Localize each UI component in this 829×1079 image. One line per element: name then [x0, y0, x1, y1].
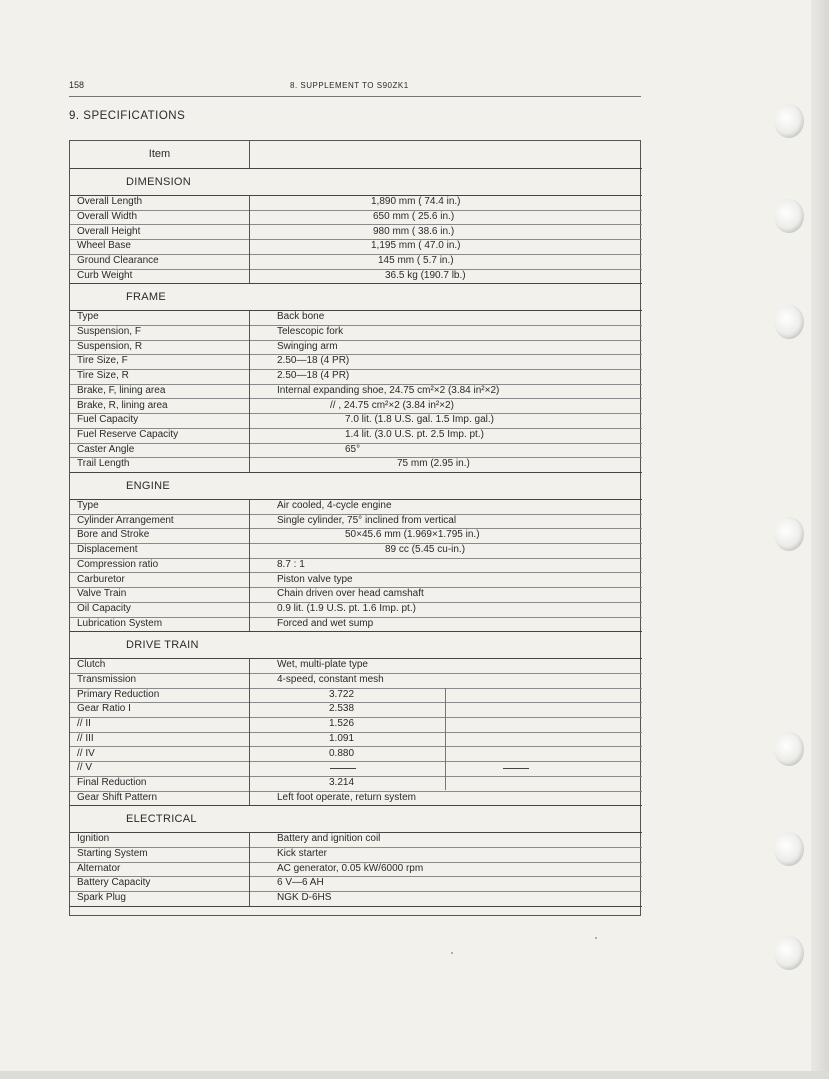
table-row — [70, 443, 642, 458]
spec-name: Type — [77, 311, 99, 323]
spec-name: Transmission — [77, 674, 137, 686]
spec-name: Ignition — [77, 833, 110, 845]
table-row — [70, 717, 642, 732]
table-row — [70, 514, 642, 529]
spec-name: // III — [77, 732, 94, 744]
spec-value: Wet, multi-plate type — [277, 659, 368, 671]
spec-name: Compression ratio — [77, 558, 159, 570]
section-header — [70, 283, 320, 310]
spec-name: Type — [77, 500, 99, 512]
table-row — [70, 499, 642, 514]
spec-name: Brake, F, lining area — [77, 384, 166, 396]
section-header — [70, 472, 320, 499]
table-row — [70, 543, 642, 558]
table-row — [70, 528, 642, 543]
item-column-header: Item — [148, 148, 171, 160]
binder-hole — [774, 517, 804, 551]
spec-name: Lubrication System — [77, 617, 163, 629]
spec-name: Spark Plug — [77, 892, 126, 904]
spec-value: 0.9 lit. (1.9 U.S. pt. 1.6 Imp. pt.) — [277, 602, 416, 614]
spec-name: Wheel Base — [77, 240, 131, 252]
final-reduction-divider — [445, 776, 446, 791]
column-divider — [249, 499, 250, 631]
table-row — [70, 269, 642, 284]
spec-value: 1.091 — [329, 732, 355, 744]
table-row — [70, 746, 642, 761]
table-row — [70, 558, 642, 573]
section-title-label: ELECTRICAL — [126, 813, 197, 826]
spec-name: Gear Ratio I — [77, 703, 131, 715]
table-row — [70, 891, 642, 906]
table-row — [70, 832, 642, 847]
spec-name: // II — [77, 718, 91, 730]
table-row — [70, 210, 642, 225]
table-row — [70, 617, 642, 632]
spec-name: Overall Width — [77, 210, 138, 222]
column-divider — [249, 832, 250, 906]
spec-name: Alternator — [77, 862, 121, 874]
section-header — [70, 168, 320, 195]
table-row — [70, 673, 642, 688]
binder-hole — [774, 104, 804, 138]
spec-value: Left foot operate, return system — [277, 791, 416, 803]
section-header — [70, 805, 320, 832]
table-row — [70, 340, 642, 355]
spec-value: 650 mm ( 25.6 in.) — [373, 210, 455, 222]
spec-name: Carburetor — [77, 573, 125, 585]
running-header: 8. SUPPLEMENT TO S90ZK1 — [290, 81, 409, 90]
table-row — [70, 572, 642, 587]
spec-value: Telescopic fork — [277, 326, 344, 338]
page-number: 158 — [69, 80, 85, 90]
section-title-label: FRAME — [126, 291, 166, 304]
spec-name: Overall Height — [77, 225, 141, 237]
spec-value: NGK D-6HS — [277, 892, 332, 904]
spec-name: Suspension, F — [77, 326, 141, 338]
gear-v-dash — [330, 768, 356, 769]
scan-speck — [451, 952, 453, 954]
table-row — [70, 195, 642, 210]
spec-name: Overall Length — [77, 196, 143, 208]
table-row — [70, 325, 642, 340]
spec-value: 980 mm ( 38.6 in.) — [373, 225, 455, 237]
spec-value: Swinging arm — [277, 340, 338, 352]
spec-value: 1.4 lit. (3.0 U.S. pt. 2.5 Imp. pt.) — [345, 428, 484, 440]
table-row — [70, 702, 642, 717]
spec-name: Final Reduction — [77, 776, 147, 788]
spec-value: 2.538 — [329, 703, 355, 715]
table-row — [70, 254, 642, 269]
spec-value: Internal expanding shoe, 24.75 cm²×2 (3.84 in²×2) — [277, 384, 500, 396]
binder-hole — [774, 936, 804, 970]
binder-hole — [774, 199, 804, 233]
spec-name: Oil Capacity — [77, 602, 131, 614]
spec-value: 1,195 mm ( 47.0 in.) — [371, 240, 461, 252]
table-row — [70, 457, 642, 472]
spec-name: Tire Size, F — [77, 355, 128, 367]
spec-value: 4-speed, constant mesh — [277, 674, 384, 686]
spec-name: Starting System — [77, 848, 148, 860]
spec-value: 2.50—18 (4 PR) — [277, 355, 350, 367]
spec-name: Clutch — [77, 659, 106, 671]
table-row — [70, 862, 642, 877]
gear-ratio-divider — [445, 688, 446, 776]
spec-value: 0.880 — [329, 747, 355, 759]
table-row — [70, 384, 642, 399]
spec-value: Chain driven over head camshaft — [277, 588, 424, 600]
column-divider — [249, 310, 250, 472]
spec-value: Single cylinder, 75° inclined from vertical — [277, 514, 457, 526]
spec-value: 3.722 — [329, 688, 355, 700]
spec-name: Brake, R, lining area — [77, 399, 168, 411]
table-row — [70, 761, 642, 776]
scan-speck — [595, 937, 597, 939]
spec-value: 2.50—18 (4 PR) — [277, 370, 350, 382]
table-row — [70, 587, 642, 602]
spec-value: 1.526 — [329, 718, 355, 730]
spec-name: // V — [77, 762, 93, 774]
binder-hole — [774, 305, 804, 339]
table-row — [70, 658, 642, 673]
spec-name: Valve Train — [77, 588, 127, 600]
section-title-label: DIMENSION — [126, 176, 192, 188]
spec-value: 6 V—6 AH — [277, 877, 324, 889]
specifications-table — [69, 140, 641, 916]
table-row — [70, 354, 642, 369]
table-row — [70, 369, 642, 384]
spec-name: Gear Shift Pattern — [77, 791, 158, 803]
spec-value: Battery and ignition coil — [277, 833, 381, 845]
spec-value: 36.5 kg (190.7 lb.) — [385, 269, 466, 281]
item-header-divider — [249, 141, 250, 168]
spec-value: 1,890 mm ( 74.4 in.) — [371, 196, 461, 208]
spec-value: Forced and wet sump — [277, 617, 374, 629]
spec-name: Cylinder Arrangement — [77, 514, 174, 526]
spec-name: Tire Size, R — [77, 370, 129, 382]
spec-value: Kick starter — [277, 848, 328, 860]
table-row — [70, 602, 642, 617]
binder-hole — [774, 832, 804, 866]
spec-name: Displacement — [77, 544, 138, 556]
section-title-label: DRIVE TRAIN — [126, 639, 199, 652]
binder-hole — [774, 732, 804, 766]
table-row — [70, 688, 642, 703]
page-bottom-edge — [0, 1071, 829, 1079]
section-title: 9. SPECIFICATIONS — [69, 110, 186, 122]
spec-name: Suspension, R — [77, 340, 143, 352]
section-title-label: ENGINE — [126, 479, 170, 492]
spec-name: Ground Clearance — [77, 254, 159, 266]
column-divider — [249, 195, 250, 283]
table-row — [70, 413, 642, 428]
table-row — [70, 732, 642, 747]
spec-name: Battery Capacity — [77, 877, 151, 889]
spec-name: // IV — [77, 747, 95, 759]
table-row — [70, 239, 642, 254]
spec-name: Curb Weight — [77, 269, 133, 281]
spec-name: Fuel Capacity — [77, 414, 139, 426]
spec-name: Trail Length — [77, 458, 130, 470]
table-row — [70, 310, 642, 325]
spec-value: Piston valve type — [277, 573, 353, 585]
gear-v-dash-right — [503, 768, 529, 769]
section-end-rule — [70, 906, 642, 907]
spec-value: 8.7 : 1 — [277, 558, 305, 570]
table-row — [70, 791, 642, 806]
spec-value: AC generator, 0.05 kW/6000 rpm — [277, 862, 424, 874]
spec-value: 89 cc (5.45 cu-in.) — [385, 544, 466, 556]
section-header — [70, 631, 320, 658]
table-row — [70, 224, 642, 239]
spec-name: Caster Angle — [77, 443, 135, 455]
spec-value: 7.0 lit. (1.8 U.S. gal. 1.5 Imp. gal.) — [345, 414, 494, 426]
spec-name: Primary Reduction — [77, 688, 160, 700]
spec-name: Fuel Reserve Capacity — [77, 428, 179, 440]
spec-value: // , 24.75 cm²×2 (3.84 in²×2) — [330, 399, 454, 411]
spec-value: 145 mm ( 5.7 in.) — [378, 254, 454, 266]
header-rule — [69, 96, 641, 97]
table-row — [70, 776, 642, 791]
spec-value: 3.214 — [329, 776, 355, 788]
table-row — [70, 876, 642, 891]
table-row — [70, 428, 642, 443]
spec-name: Bore and Stroke — [77, 529, 150, 541]
spec-value: Back bone — [277, 311, 325, 323]
spec-value: 75 mm (2.95 in.) — [397, 458, 470, 470]
table-row — [70, 398, 642, 413]
spec-value: 65° — [345, 443, 361, 455]
page-edge-shadow — [811, 0, 829, 1079]
column-divider — [249, 658, 250, 805]
spec-value: 50×45.6 mm (1.969×1.795 in.) — [345, 529, 480, 541]
spec-value: Air cooled, 4-cycle engine — [277, 500, 392, 512]
table-row — [70, 847, 642, 862]
